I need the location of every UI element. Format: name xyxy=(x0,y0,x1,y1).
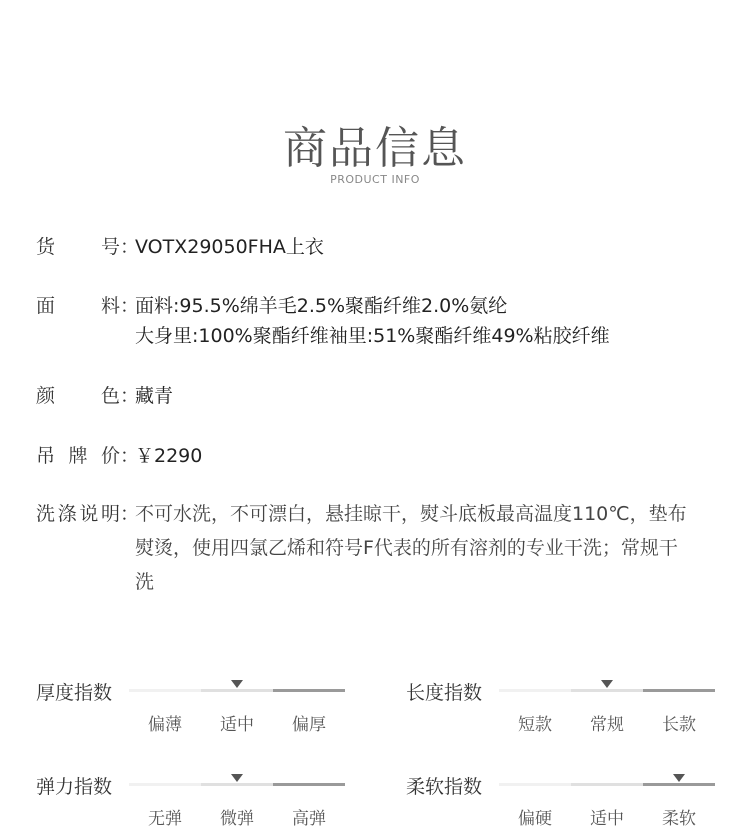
elasticity-marker-icon xyxy=(231,774,243,782)
elasticity-option-3: 高弹 xyxy=(292,809,326,829)
price-label: 吊 牌 价 ： xyxy=(36,441,136,468)
wash-label: 洗 涤 说 明 ： xyxy=(36,497,136,531)
softness-option-3: 柔软 xyxy=(662,809,696,829)
length-option-3: 长款 xyxy=(662,715,696,735)
softness-segment-3 xyxy=(643,783,715,786)
page-subtitle: PRODUCT INFO xyxy=(330,173,420,186)
fabric-line-1: 面料:95.5%绵羊毛2.5%聚酯纤维2.0%氨纶 xyxy=(135,295,508,317)
price-label-text: 吊 牌 价 xyxy=(36,445,120,467)
wash-line-1: 不可水洗，不可漂白，悬挂晾干，熨斗底板最高温度110℃，垫布 xyxy=(135,503,687,525)
thickness-option-2: 适中 xyxy=(220,715,254,735)
length-segment-2 xyxy=(571,689,643,692)
wash-value xyxy=(135,497,715,599)
color-label: 颜 色 ： xyxy=(36,381,136,408)
length-marker-icon xyxy=(601,680,613,688)
thickness-title: 厚度指数 xyxy=(36,682,113,704)
length-title: 长度指数 xyxy=(406,682,483,704)
price-value: ￥2290 xyxy=(135,445,203,467)
wash-line-3: 洗 xyxy=(135,571,155,593)
softness-option-2: 适中 xyxy=(590,809,624,829)
thickness-option-1: 偏薄 xyxy=(148,715,182,735)
softness-segment-2 xyxy=(571,783,643,786)
fabric-value xyxy=(135,291,715,351)
page-title: 商品信息 xyxy=(283,123,467,174)
elasticity-option-1: 无弹 xyxy=(148,809,182,829)
length-option-2: 常规 xyxy=(590,715,624,735)
elasticity-option-2: 微弹 xyxy=(220,809,254,829)
length-segment-3 xyxy=(643,689,715,692)
color-value: 藏青 xyxy=(135,385,174,407)
softness-option-1: 偏硬 xyxy=(518,809,552,829)
softness-marker-icon xyxy=(673,774,685,782)
item-no-value: VOTX29050FHA上衣 xyxy=(135,236,324,258)
elasticity-title: 弹力指数 xyxy=(36,776,113,798)
fabric-label-text: 面 料 xyxy=(36,295,120,317)
length-segment-1 xyxy=(499,689,571,692)
softness-title: 柔软指数 xyxy=(406,776,483,798)
length-option-1: 短款 xyxy=(518,715,552,735)
softness-segment-1 xyxy=(499,783,571,786)
wash-line-2: 熨烫，使用四氯乙烯和符号F代表的所有溶剂的专业干洗；常规干 xyxy=(135,537,678,559)
fabric-label: 面 料 ： xyxy=(36,291,136,318)
color-label-text: 颜 色 xyxy=(36,385,120,407)
item-label-text: 货 号 xyxy=(36,236,120,258)
item-no-label: 货 号 ： xyxy=(36,232,136,259)
thickness-segment-1 xyxy=(129,689,201,692)
elasticity-segment-1 xyxy=(129,783,201,786)
thickness-marker-icon xyxy=(231,680,243,688)
fabric-line-2: 大身里:100%聚酯纤维袖里:51%聚酯纤维49%粘胶纤维 xyxy=(135,325,610,347)
thickness-segment-2 xyxy=(201,689,273,692)
wash-label-text: 洗 涤 说 明 xyxy=(36,503,120,525)
thickness-option-3: 偏厚 xyxy=(292,715,326,735)
elasticity-segment-3 xyxy=(273,783,345,786)
thickness-segment-3 xyxy=(273,689,345,692)
elasticity-segment-2 xyxy=(201,783,273,786)
